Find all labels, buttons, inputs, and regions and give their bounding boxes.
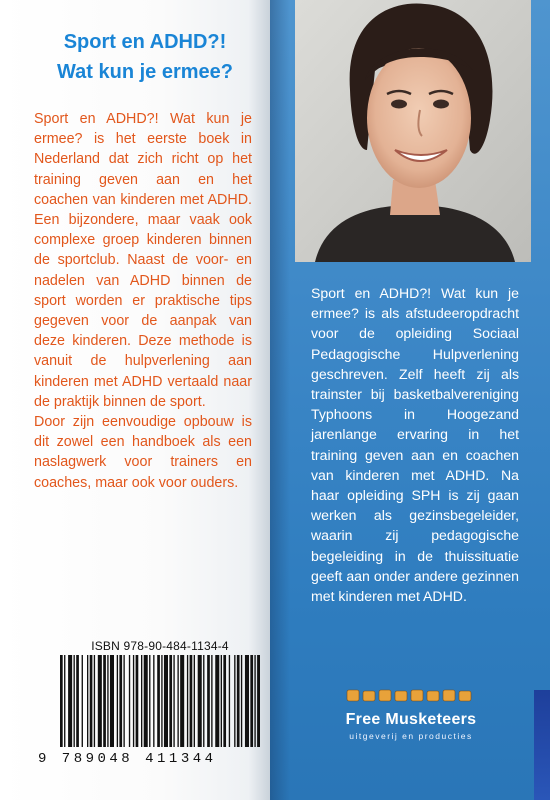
- barcode-bar: [129, 655, 130, 747]
- barcode-bar: [123, 655, 124, 747]
- author-bio-paragraph: Sport en ADHD?! Wat kun je ermee? is als afstudeeropdracht voor de opleiding Sociaal Pedagogische Hulpverlening geschreven. Zelf heeft zij als trainster bij basketbalvereniging Typhoons in Hoogezand jarenlange ervaring in het training geven aan en coachen van kinderen met ADHD. Na haar opleiding SPH is zij gaan werken als gezinsbegeleider, waarin zij pedagogische begeleiding in de thuissituatie geeft aan onder andere gezinnen met kinderen met ADHD.: [311, 285, 519, 605]
- isbn-label: ISBN 978-90-484-1134-4: [91, 639, 229, 653]
- barcode-bar: [87, 655, 88, 747]
- barcode: [58, 655, 260, 747]
- barcode-bar: [60, 655, 63, 747]
- barcode-bar: [173, 655, 174, 747]
- barcode-bar: [153, 655, 154, 747]
- barcode-bar: [198, 655, 202, 747]
- barcode-bar: [190, 655, 193, 747]
- barcode-bar: [237, 655, 240, 747]
- barcode-bar: [250, 655, 253, 747]
- barcode-bar: [221, 655, 222, 747]
- barcode-bar: [76, 655, 79, 747]
- barcode-bar: [207, 655, 210, 747]
- barcode-bar: [98, 655, 102, 747]
- barcode-bar: [211, 655, 212, 747]
- barcode-bar: [90, 655, 93, 747]
- barcode-bar: [215, 655, 219, 747]
- barcode-bar: [136, 655, 139, 747]
- barcode-bar: [164, 655, 168, 747]
- barcode-bar: [257, 655, 260, 747]
- barcode-bar: [245, 655, 249, 747]
- spine-edge-strip: [534, 690, 550, 800]
- title-line-2: Wat kun je ermee?: [57, 61, 233, 83]
- publisher-name: Free Musketeers: [345, 711, 477, 728]
- barcode-bar: [141, 655, 142, 747]
- barcode-bar: [64, 655, 65, 747]
- barcode-bar: [157, 655, 160, 747]
- book-title: [40, 27, 250, 87]
- barcode-bar: [194, 655, 195, 747]
- barcode-bar: [74, 655, 75, 747]
- barcode-bar: [223, 655, 226, 747]
- isbn-digits: 9 789048 411344: [38, 751, 217, 767]
- barcode-bar: [68, 655, 72, 747]
- barcode-bar: [161, 655, 162, 747]
- barcode-bar: [94, 655, 95, 747]
- barcode-bar: [107, 655, 108, 747]
- barcode-bar: [177, 655, 178, 747]
- barcode-bar: [180, 655, 184, 747]
- barcode-bar: [187, 655, 188, 747]
- title-line-1: Sport en ADHD?!: [63, 31, 227, 53]
- barcode-bar: [149, 655, 150, 747]
- description-paragraph-2: Door zijn eenvoudige opbouw is dit zowel een handboek als een naslagwerk voor trainers en coaches, maar ook voor ouders.: [34, 414, 252, 491]
- barcode-bar: [203, 655, 204, 747]
- barcode-bar: [110, 655, 114, 747]
- barcode-bar: [82, 655, 83, 747]
- publisher-logo: [316, 688, 506, 741]
- barcode-bar: [133, 655, 134, 747]
- barcode-bar: [254, 655, 255, 747]
- description-paragraph-1: Sport en ADHD?! Wat kun je ermee? is het eerste boek in Nederland dat zich richt op het training geven aan en het coachen van kinderen met ADHD. Een bijzondere, maar vaak ook complexe groep kinderen binnen de sportclub. Naast de voor- en nadelen van ADHD binnen de sport worden er praktische tips gegeven voor de aanpak van deze kinderen. Deze methode is vanuit de hulpverlening aan kinderen met ADHD vertaald naar de praktijk binnen de sport.: [34, 111, 252, 410]
- publisher-tagline: uitgeverij en producties: [349, 731, 473, 741]
- barcode-bar: [117, 655, 118, 747]
- barcode-bar: [234, 655, 235, 747]
- barcode-bar: [103, 655, 106, 747]
- barcode-bar: [169, 655, 172, 747]
- barcode-bar: [119, 655, 122, 747]
- barcode-bar: [144, 655, 148, 747]
- author-photo-icon: [295, 0, 531, 262]
- book-description: [34, 109, 252, 493]
- barcode-bar: [241, 655, 242, 747]
- publisher-logo-icons: [345, 688, 477, 702]
- author-photo: [295, 0, 531, 262]
- barcode-bar: [229, 655, 230, 747]
- author-bio: [311, 283, 519, 606]
